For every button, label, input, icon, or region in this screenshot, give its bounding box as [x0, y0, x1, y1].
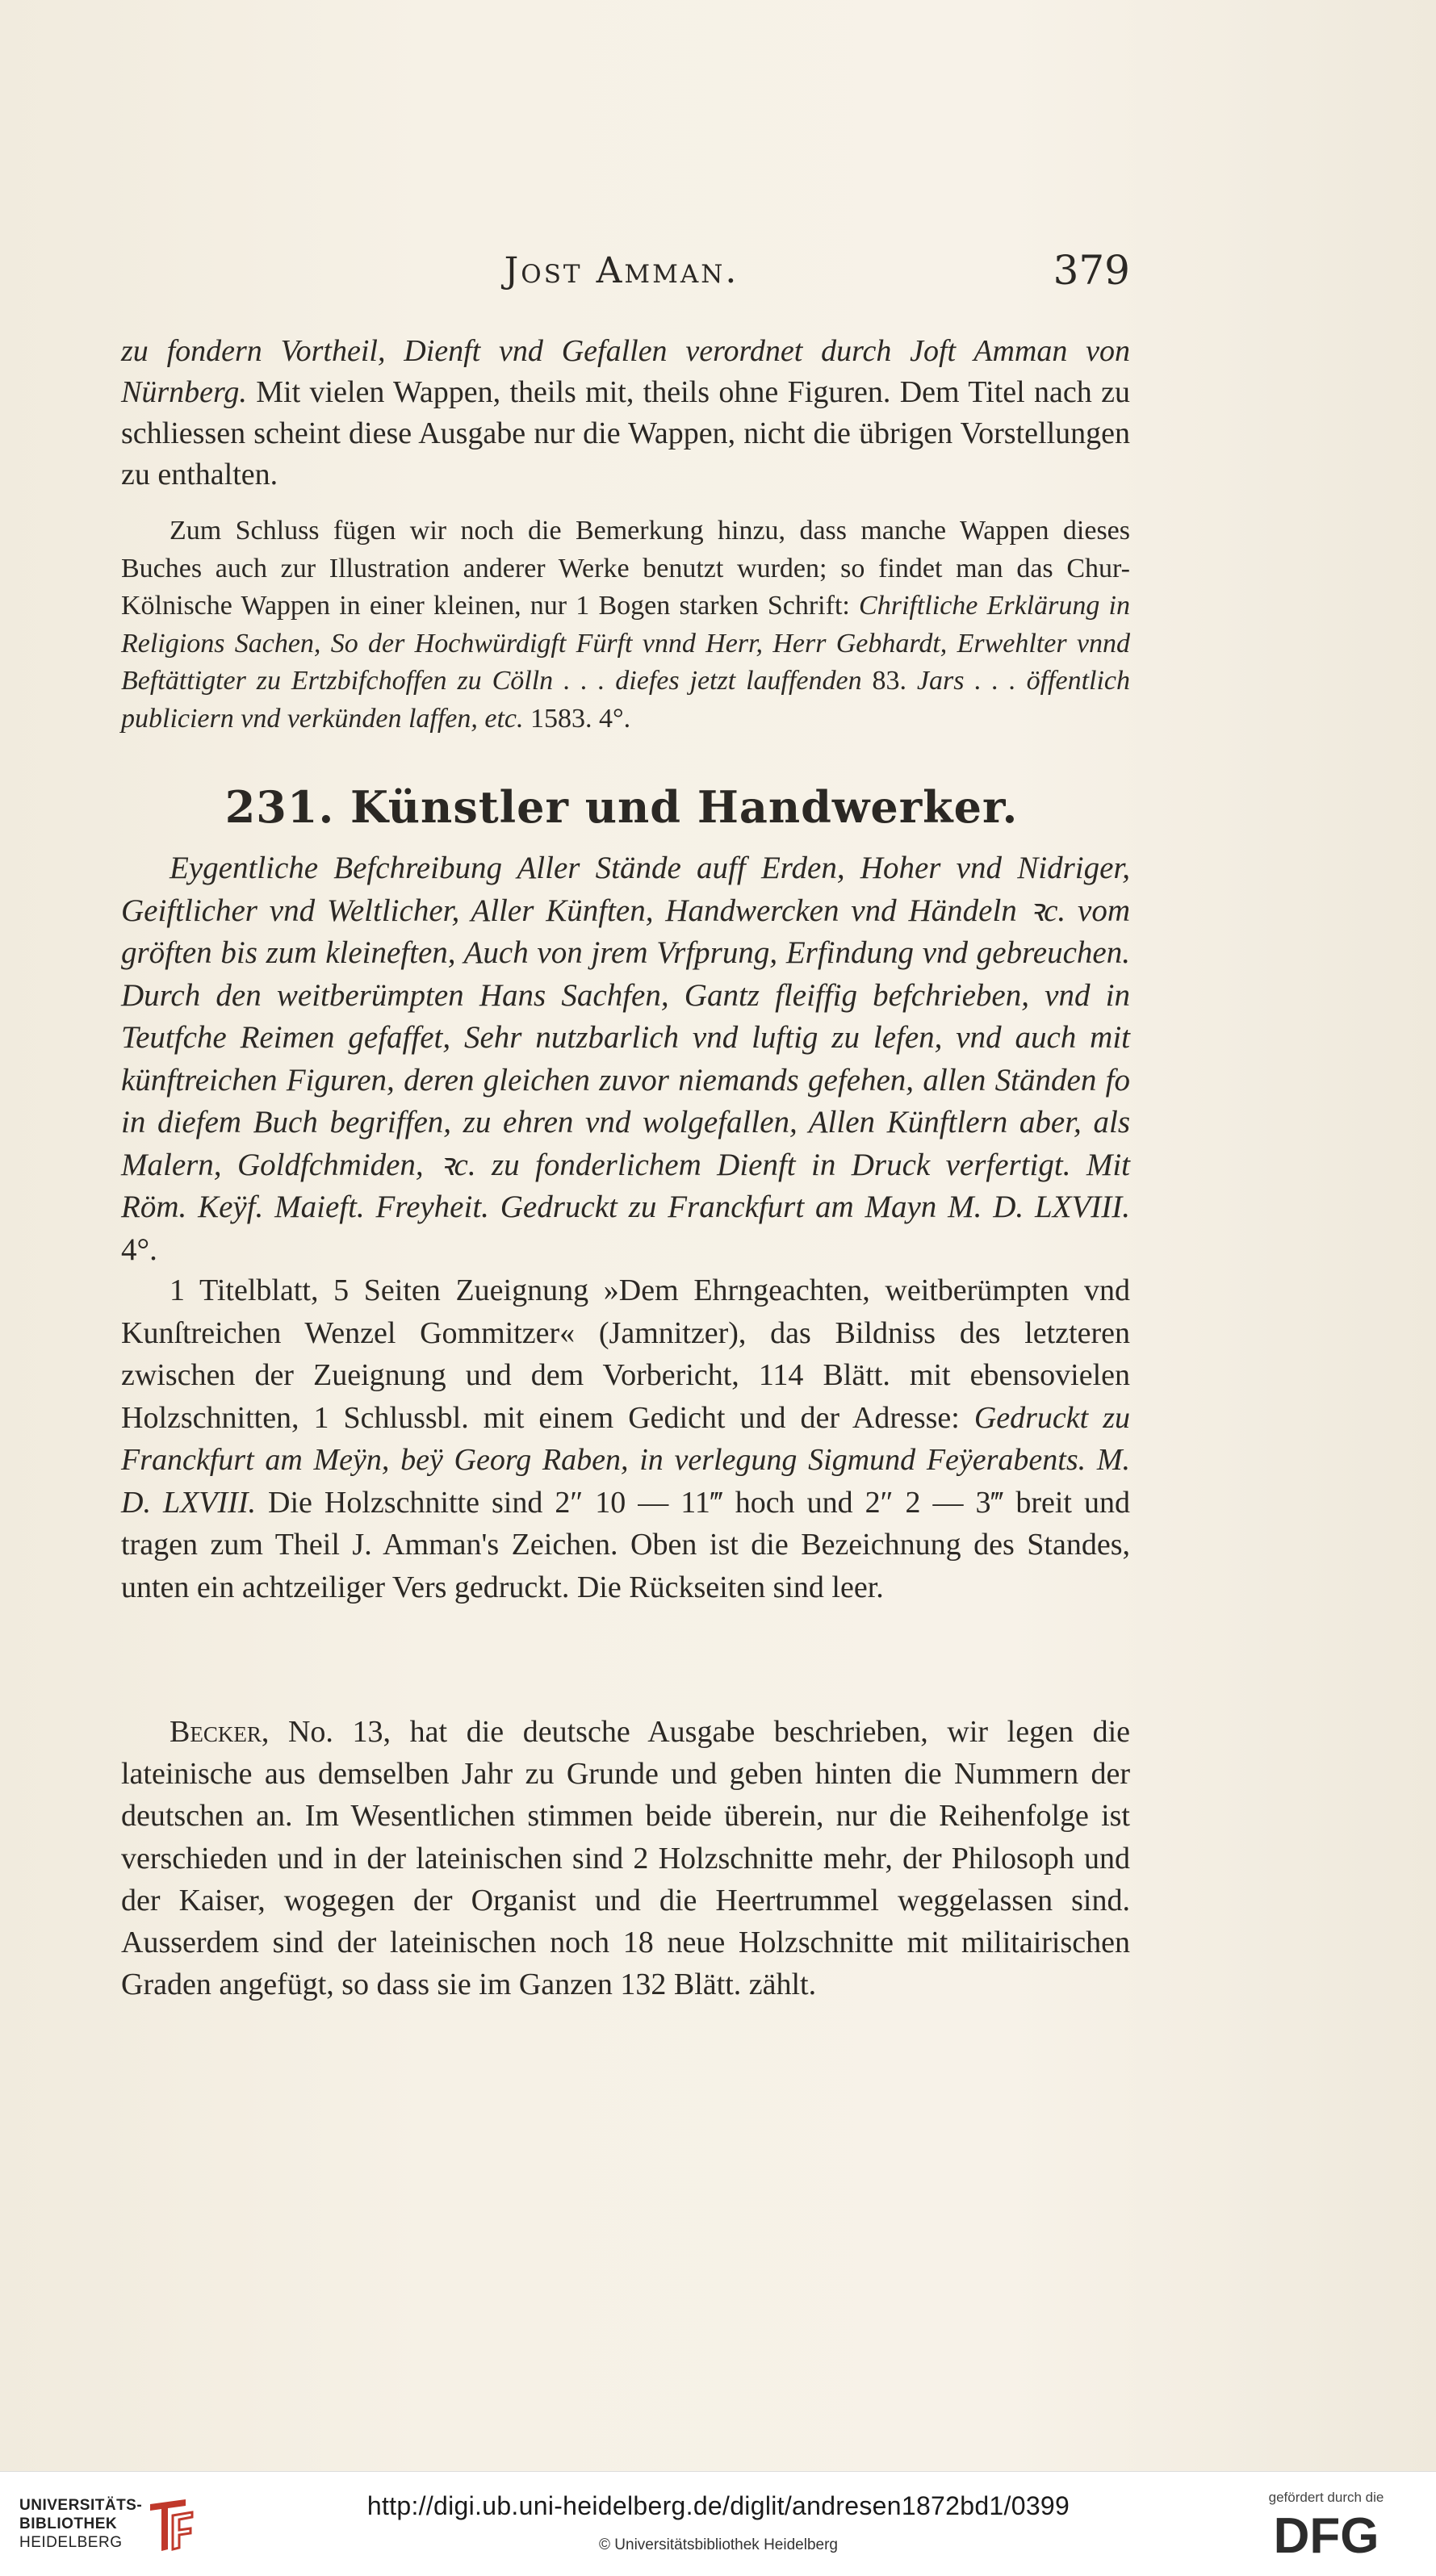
- permalink-url[interactable]: http://digi.ub.uni-heidelberg.de/diglit/andresen1872bd1/0399: [366, 2491, 1070, 2520]
- para2-italic: Chriftliche Erklärung in Religions Sachen, So der Hochwürdigft Fürft vnnd Herr, Herr Gebhardt, Erwehlter vnnd Beftättigter zu Ertzbifchoffen zu Cölln . . . diefes jetzt lauffenden: [121, 591, 1130, 696]
- paragraph-title-transcription: [121, 847, 1130, 1271]
- library-line-2: BIBLIOTHEK: [19, 2515, 118, 2532]
- funding-note: gefördert durch die: [1268, 2490, 1384, 2505]
- para2-roman2: 83.: [861, 666, 917, 696]
- dfg-logo-text: DFG: [1273, 2509, 1379, 2561]
- running-title: Jost Amman.: [504, 250, 739, 291]
- author-becker: Becker: [170, 1715, 262, 1749]
- library-line-1: UNIVERSITÄTS-: [19, 2497, 143, 2514]
- para1-roman: Mit vielen Wappen, theils mit, theils ohne Figuren. Dem Titel nach zu schliessen scheint diese Ausgabe nur die Wappen, nicht die übrigen Vorstellungen zu enthalten.: [121, 375, 1130, 491]
- library-name[interactable]: [19, 2496, 142, 2552]
- para4-roman2: Die Holzschnitte sind 2″ 10 — 11‴ hoch und 2″ 2 — 3‴ breit und tragen zum Theil J. Amman's Zeichen. Oben ist die Bezeichnung des Standes, unten ein achtzeiliger Vers gedruckt. Die Rückseiten sind leer.: [121, 1485, 1131, 1604]
- para2-roman: Zum Schluss fügen wir noch die Bemerkung hinzu, dass manche Wappen dieses Buches auch zur Illustration anderer Werke benutzt wurden; so findet man das Chur-Kölnische Wappen in einer kleinen, nur 1 Bogen starken Schrift:: [121, 516, 1130, 621]
- para4-italic: Gedruckt zu Franckfurt am Meÿn, beÿ Georg Raben, in verlegung Sigmund Feÿerabents. M. D. LXVIII.: [121, 1400, 1130, 1520]
- paragraph-2: [121, 512, 1130, 738]
- library-line-3: HEIDELBERG: [19, 2534, 123, 2551]
- page-number: 379: [1053, 247, 1130, 294]
- section-heading: 231. Künstler und Handwerker.: [224, 781, 1019, 833]
- dfg-logo-icon[interactable]: [1246, 2509, 1407, 2561]
- paragraph-1: [121, 331, 1130, 496]
- para3-roman: 4°.: [121, 1232, 157, 1267]
- page-header: [113, 242, 1130, 307]
- library-logo-icon: [144, 2493, 200, 2557]
- paragraph-description: [121, 1269, 1130, 1608]
- para1-italic: zu fondern Vortheil, Dienft vnd Gefallen verordnet durch Joft Amman von Nürnberg.: [121, 334, 1130, 409]
- viewer-footer: [0, 2471, 1436, 2576]
- paragraph-becker: [121, 1711, 1130, 2005]
- para2-roman3: 1583. 4°.: [523, 703, 631, 734]
- para3-italic: Eygentliche Befchreibung Aller Stände auff Erden, Hoher vnd Nidriger, Geiftlicher vnd Weltlicher, Aller Künften, Handwercken vnd Händeln ꝛc. vom gröften bis zum kleineften, Auch von jrem Vrfprung, Erfindung vnd gebreuchen. Durch den weitberümpten Hans Sachfen, Gantz fleiffig befchrieben, vnd in Teutfche Reimen gefaffet, Sehr nutzbarlich vnd luftig zu lefen, vnd auch mit künftreichen Figuren, deren gleichen zuvor niemands gefehen, allen Ständen fo in diefem Buch begriffen, zu ehren vnd wolgefallen, Allen Künftlern aber, als Malern, Goldfchmiden, ꝛc. zu fonderlichem Dienft in Druck verfertigt. Mit Röm. Keÿf. Maieft. Freyheit. Gedruckt zu Franckfurt am Mayn M. D. LXVIII.: [121, 851, 1130, 1224]
- para4-roman: 1 Titelblatt, 5 Seiten Zueignung »Dem Ehrngeachten, weitberümpten vnd Kunſtreichen Wenzel Gommitzer« (Jamnitzer), das Bildniss des letzteren zwischen der Zueignung und dem Vorbericht, 114 Blätt. mit ebensovielen Holzschnitten, 1 Schlussbl. mit einem Gedicht und der Adresse:: [121, 1273, 1130, 1435]
- para2-italic2: Jars . . . öffentlich publiciern vnd verkünden laffen, etc.: [121, 666, 1130, 734]
- para5-roman: , No. 13, hat die deutsche Ausgabe beschrieben, wir legen die lateinische aus demselben Jahr zu Grunde und geben hinten die Nummern der deutschen an. Im Wesentlichen stimmen beide überein, nur die Reihenfolge ist verschieden und in der lateinischen sind 2 Holzschnitte mehr, der Philosoph und der Kaiser, wogegen der Organist und die Heertrummel weggelassen sind. Ausserdem sind der lateinischen noch 18 neue Holzschnitte mit militairischen Graden angefügt, so dass sie im Ganzen 132 Blätt. zählt.: [121, 1715, 1130, 2002]
- copyright-notice: © Universitätsbibliothek Heidelberg: [599, 2536, 838, 2553]
